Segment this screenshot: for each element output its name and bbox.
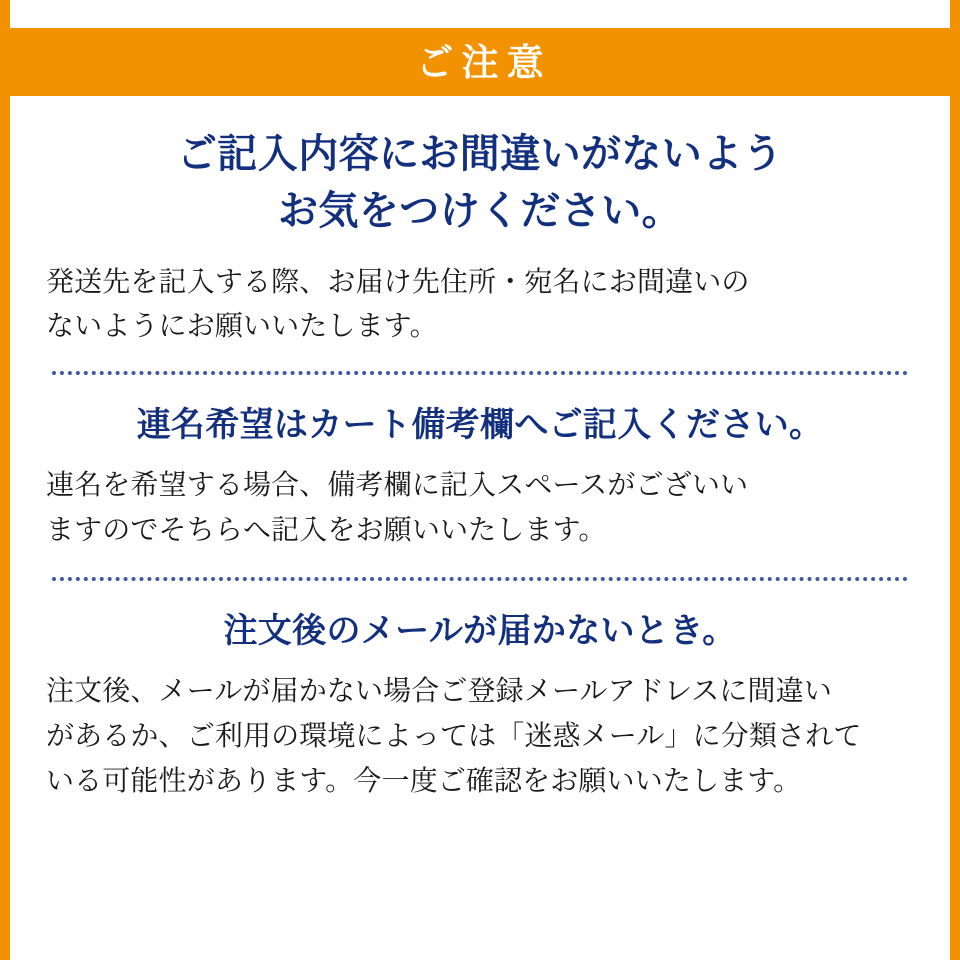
spacer-3	[46, 655, 914, 669]
section-divider-2	[52, 577, 908, 581]
section-2-heading	[46, 401, 914, 449]
section-2-heading-line-1: 連名希望はカート備考欄へご記入ください。	[136, 405, 824, 446]
section-3-heading	[46, 607, 914, 655]
section-divider-1	[52, 371, 908, 375]
section-1-body	[46, 260, 914, 350]
section-1-heading-line-1: ご記入内容にお間違いがないよう	[177, 131, 783, 177]
notice-section-2	[46, 401, 914, 581]
notice-header-band	[10, 28, 950, 96]
section-3-heading-line-1: 注文後のメールが届かないとき。	[223, 611, 737, 652]
spacer-2	[46, 449, 914, 463]
notice-section-1	[46, 126, 914, 375]
section-1-heading-line-2: お気をつけください。	[278, 187, 682, 234]
section-3-body	[46, 669, 914, 803]
section-3-body-line-3: いる可能性があります。今一度ご確認をお願いいたします。	[46, 763, 802, 797]
section-1-heading	[46, 126, 914, 240]
notice-content	[10, 96, 950, 960]
section-3-body-line-1: 注文後、メールが届かない場合ご登録メールアドレスに間違い	[46, 674, 832, 708]
notice-section-3	[46, 607, 914, 804]
spacer-1	[46, 240, 914, 260]
section-2-body-line-2: ますのでそちらへ記入をお願いいたします。	[46, 513, 607, 547]
section-1-body-line-2: ないようにお願いいたします。	[46, 309, 438, 343]
section-3-body-line-2: があるか、ご利用の環境によっては「迷惑メール」に分類されて	[46, 719, 862, 753]
section-2-body-line-1: 連名を希望する場合、備考欄に記入スペースがございい	[46, 468, 749, 502]
section-1-body-line-1: 発送先を記入する際、お届け先住所・宛名にお間違いの	[46, 264, 750, 298]
page-title: ご注意	[416, 40, 552, 84]
section-2-body	[46, 463, 914, 553]
